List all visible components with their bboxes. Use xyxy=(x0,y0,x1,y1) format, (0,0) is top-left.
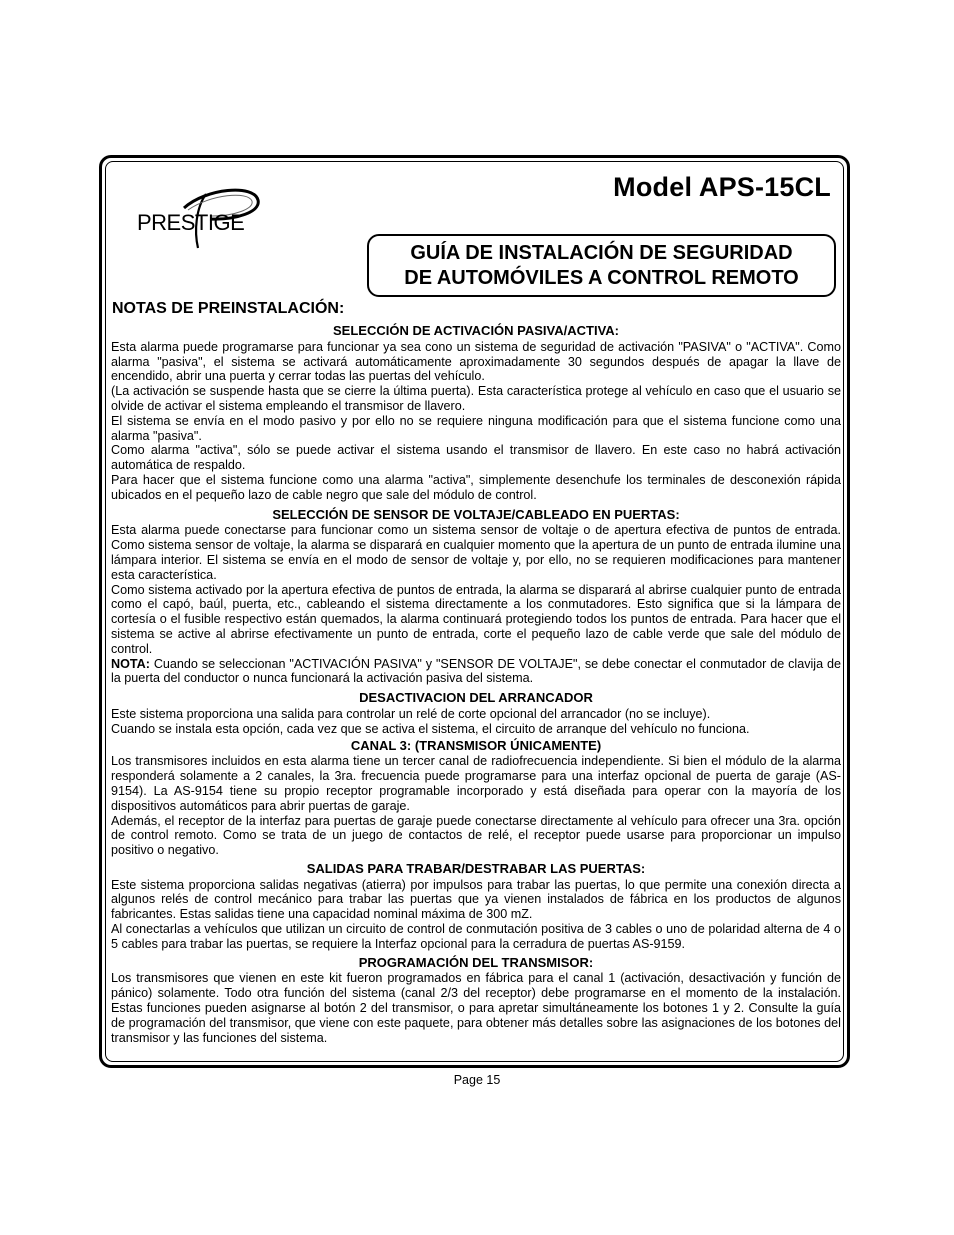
guide-title-line1: GUÍA DE INSTALACIÓN DE SEGURIDAD xyxy=(410,241,793,264)
paragraph: Esta alarma puede conectarse para funcionar como un sistema sensor de voltaje o de apertura efectiva de puntos de entrada. Como sistema sensor de voltaje, la alarma se disparará en cualquier momento que la apertura de un punto de entrada ilumine una lámpara interior. El sistema se envía en el modo de sensor de voltaje y, por ello, no se requieren modificaciones para mantener esta característica. xyxy=(111,523,841,582)
paragraph: Como sistema activado por la apertura efectiva de puntos de entrada, la alarma se disparará al abrirse cualquier punto de entrada como el capó, baúl, puerta, etc., cableando el sistema directamente a los conmutadores. Esto significa que si la lámpara de cortesía o el fusible respectivo están quemados, la alarma continuará protegiendo todos los puntos de entrada. Para hacer que el sistema se active al abrirse efectivamente un punto de entrada, corte el pequeño lazo de cable verde que sale del módulo de control. xyxy=(111,582,841,656)
note-paragraph xyxy=(111,657,841,687)
prestige-logo xyxy=(136,186,286,252)
note-text: Cuando se seleccionan "ACTIVACIÓN PASIVA" y "SENSOR DE VOLTAJE", se debe conectar el conmutador de clavija de la puerta del conductor o nunca funcionará la activación pasiva del sistema. xyxy=(111,656,841,686)
note-label: NOTA: xyxy=(111,656,150,671)
section-title-channel-3: CANAL 3: (TRANSMISOR ÚNICAMENTE) xyxy=(350,737,602,753)
paragraph: Este sistema proporciona salidas negativas (atierra) por impulsos para trabar las puertas, lo que permite una conexión directa a algunos relés de control mecánico para trabar las puertas que ya vienen instalados de fábrica en los productos de algunos fabricantes. Estas salidas tiene una capacidad nominal máxima de 300 mZ. xyxy=(111,877,841,922)
paragraph: Los transmisores que vienen en este kit fueron programados en fábrica para el canal 1 (activación, desactivación y función de pánico) solamente. Todo otra función del sistema (canal 2/3 del receptor) debe programarse en el momento de la instalación. Estas funciones pueden asignarse al botón 2 del transmisor, o para apretar simultáneamente los botones 1 y 2. Consulte la guía de programación del transmisor, que viene con este paquete, para obtener más detalles sobre las asignaciones de los botones del transmisor y las funciones del sistema. xyxy=(111,971,841,1045)
paragraph: Este sistema proporciona una salida para controlar un relé de corte opcional del arrancador (no se incluye). xyxy=(111,706,711,721)
page-number: Page 15 xyxy=(453,1073,501,1087)
section-title-voltage-sensor: SELECCIÓN DE SENSOR DE VOLTAJE/CABLEADO EN PUERTAS: xyxy=(272,506,680,522)
logo-brand-text: PRESTIGE xyxy=(137,210,245,235)
section-title-starter-disable: DESACTIVACION DEL ARRANCADOR xyxy=(359,690,593,706)
paragraph: Los transmisores incluidos en esta alarma tiene un tercer canal de radiofrecuencia independiente. Si bien el módulo de la alarma responderá solamente a 2 canales, la 3ra. frecuencia puede programarse para una interfaz opcional de puerta de garaje (AS-9154). La AS-9154 tiene su propio receptor programable incorporado y está diseñada para operar con la mayoría de los dispositivos automáticos para abrir puertas de garaje. xyxy=(111,754,841,813)
section-title-door-locks: SALIDAS PARA TRABAR/DESTRABAR LAS PUERTAS: xyxy=(306,860,646,876)
paragraph: Al conectarlas a vehículos que utilizan un circuito de control de conmutación positiva de 3 cables o uno de polaridad alterna de 4 o 5 cables para trabar las puertas, se requiere la Interfaz opcional para la cerradura de puertas AS-9159. xyxy=(111,922,841,951)
paragraph: Para hacer que el sistema funcione como una alarma "activa", simplemente desenchufe los terminales de desconexión rápida ubicados en el pequeño lazo de cable negro que sale del módulo de control. xyxy=(111,472,841,502)
paragraph: Esta alarma puede programarse para funcionar ya sea cono un sistema de seguridad de activación "PASIVA" o "ACTIVA". Como alarma "pasiva", el sistema se activará automáticamente aproximadamente 30 segundos después de apagar la llave de encendido, abrir una puerta y cerrar todas las puertas del vehículo. xyxy=(111,339,841,384)
paragraph: Además, el receptor de la interfaz para puertas de garaje puede conectarse directamente al vehículo para ofrecer una 3ra. opción de control remoto. Como se trata de un juego de contactos de relé, el receptor puede usarse para proporcionar un impulso positivo o negativo. xyxy=(111,813,841,858)
paragraph: (La activación se suspende hasta que se cierre la última puerta). Esta característica protege al vehículo en caso que el usuario se olvide de activar el sistema empleando el transmisor de llavero. xyxy=(111,384,841,413)
notes-heading: NOTAS DE PREINSTALACIÓN: xyxy=(112,300,345,317)
content-body xyxy=(111,322,841,1045)
guide-title-line2: DE AUTOMÓVILES A CONTROL REMOTO xyxy=(404,266,799,289)
model-title: Model APS-15CL xyxy=(613,172,831,202)
section-title-transmitter-programming: PROGRAMACIÓN DEL TRANSMISOR: xyxy=(358,954,594,970)
paragraph: Cuando se instala esta opción, cada vez que se activa el sistema, el circuito de arranque del vehículo no funciona. xyxy=(111,721,750,736)
paragraph: El sistema se envía en el modo pasivo y por ello no se requiere ninguna modificación para que el sistema funcione como una alarma "pasiva". xyxy=(111,413,841,443)
paragraph: Como alarma "activa", sólo se puede activar el sistema usando el transmisor de llavero. En este caso no habrá activación automática de respaldo. xyxy=(111,443,841,473)
section-title-activation: SELECCIÓN DE ACTIVACIÓN PASIVA/ACTIVA: xyxy=(332,323,619,338)
guide-title-box xyxy=(367,234,836,297)
